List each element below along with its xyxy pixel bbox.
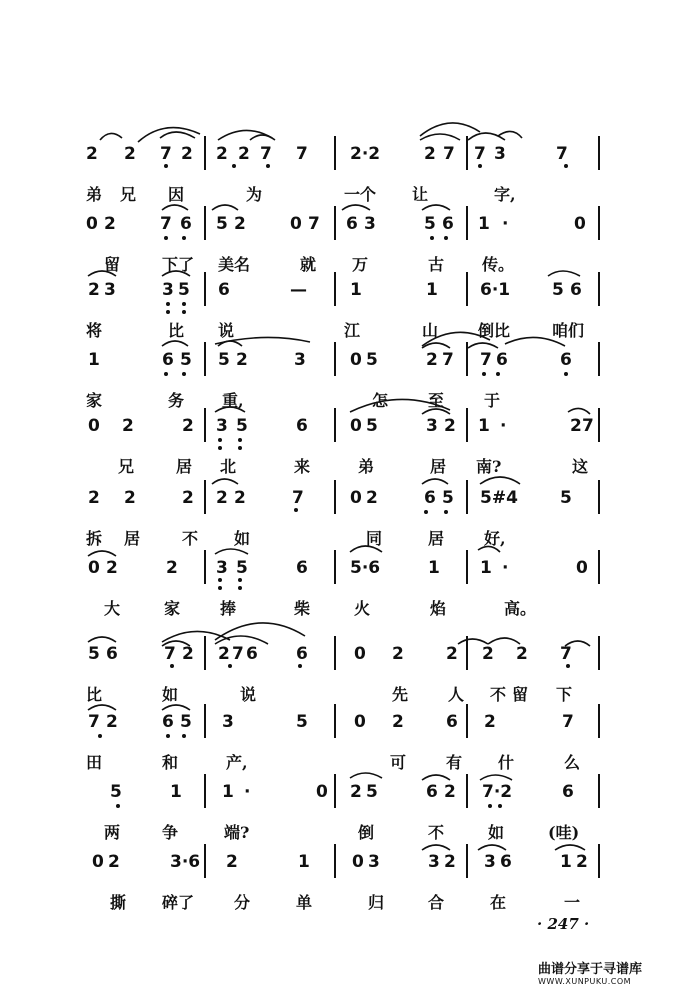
note: 6 (570, 280, 582, 300)
bar-line (466, 408, 468, 442)
note: 7 (562, 712, 574, 732)
note: 7 (260, 144, 272, 164)
bar-line (334, 774, 336, 808)
note: 1 (222, 782, 234, 802)
notes-line (0, 644, 680, 684)
lyric: 人 (448, 685, 465, 704)
score-row-7 (0, 558, 680, 618)
lyric: 传。 (482, 255, 515, 274)
lyrics-line (0, 682, 680, 706)
bar-line (598, 636, 600, 670)
note: 1 (428, 558, 440, 578)
note: 6 (346, 214, 358, 234)
note: 2 (216, 144, 228, 164)
note: 6 (496, 350, 508, 370)
note: 5 (236, 416, 248, 436)
bar-line (334, 272, 336, 306)
bar-line (334, 704, 336, 738)
note: 3 (364, 214, 376, 234)
note: 1 (426, 280, 438, 300)
lyric: 南? (476, 457, 502, 476)
score-row-5 (0, 416, 680, 476)
note: 2 (181, 144, 193, 164)
bar-line (204, 136, 206, 170)
lyric: 分 (234, 893, 251, 912)
note: 2 (446, 644, 458, 664)
lyrics-line (0, 318, 680, 342)
note: 7 (474, 144, 486, 164)
note: 2 (576, 852, 588, 872)
lyric: 单 (296, 893, 313, 912)
note: 0 (88, 558, 100, 578)
bar-line (204, 408, 206, 442)
score-row-6 (0, 488, 680, 548)
note: · (502, 214, 509, 234)
watermark-footer (538, 958, 642, 986)
note: 5·6 (350, 558, 381, 578)
bar-line (334, 136, 336, 170)
bar-line (204, 844, 206, 878)
note: 5 (366, 782, 378, 802)
notes-line (0, 214, 680, 254)
note: 5 (178, 280, 190, 300)
bar-line (598, 844, 600, 878)
note: 1 (478, 416, 490, 436)
lyric: 至 (428, 391, 445, 410)
note: 0 (352, 852, 364, 872)
note: 7 (582, 416, 594, 436)
lyric: 怎 (372, 391, 389, 410)
bar-line (204, 636, 206, 670)
lyric: 先 (392, 685, 409, 704)
note: 2 (444, 782, 456, 802)
lyric: 如 (488, 823, 505, 842)
lyric: 如 (162, 685, 179, 704)
notes-line (0, 558, 680, 598)
bar-line (598, 272, 600, 306)
lyric: 万 (352, 255, 369, 274)
bar-line (466, 636, 468, 670)
lyric: 字, (494, 185, 516, 204)
notes-line (0, 782, 680, 822)
note: · (502, 558, 509, 578)
lyric: 下了 (162, 255, 195, 274)
note: 2 (392, 644, 404, 664)
note: 3 (368, 852, 380, 872)
note: 5 (366, 350, 378, 370)
note: 5 (552, 280, 564, 300)
bar-line (466, 342, 468, 376)
note: 7 (480, 350, 492, 370)
note: 2 (424, 144, 436, 164)
lyric: 居 (124, 529, 141, 548)
page-number: · 247 · (537, 915, 590, 933)
note: 6 (296, 558, 308, 578)
note: 1 (478, 214, 490, 234)
lyric: 拆 (86, 529, 103, 548)
lyrics-line (0, 596, 680, 620)
lyrics-line (0, 750, 680, 774)
lyric: 兄 (120, 185, 137, 204)
lyric: 产, (226, 753, 248, 772)
note: 6 (162, 350, 174, 370)
note: 7 (232, 644, 244, 664)
note: 5 (180, 712, 192, 732)
bar-line (204, 342, 206, 376)
notes-line (0, 144, 680, 184)
note: 5 (236, 558, 248, 578)
score-row-3 (0, 280, 680, 340)
lyric: 同 (366, 529, 383, 548)
lyric: 北 (220, 457, 237, 476)
note: 5 (560, 488, 572, 508)
note: 0 (290, 214, 302, 234)
bar-line (466, 550, 468, 584)
note: 5 (88, 644, 100, 664)
note: 2 (234, 488, 246, 508)
lyric: 和 (162, 753, 179, 772)
lyric: 古 (428, 255, 445, 274)
bar-line (598, 206, 600, 240)
footer-title: 曲谱分享于寻谱库 (538, 962, 643, 977)
note: 5 (366, 416, 378, 436)
note: 2 (182, 416, 194, 436)
lyric: 焰 (430, 599, 447, 618)
lyric: 让 (412, 185, 429, 204)
lyric: 么 (564, 753, 581, 772)
note: — (290, 280, 307, 300)
lyric: 重, (222, 391, 244, 410)
note: 2 (106, 712, 118, 732)
lyrics-line (0, 526, 680, 550)
note: 2 (226, 852, 238, 872)
bar-line (334, 408, 336, 442)
note: 2 (484, 712, 496, 732)
note: 3 (426, 416, 438, 436)
note: 2 (88, 488, 100, 508)
note: 7 (560, 644, 572, 664)
bar-line (334, 480, 336, 514)
note: 5 (424, 214, 436, 234)
note: 2 (444, 416, 456, 436)
lyric: 火 (354, 599, 371, 618)
bar-line (598, 550, 600, 584)
bar-line (466, 480, 468, 514)
note: · (500, 416, 507, 436)
lyric: 柴 (294, 599, 311, 618)
lyric: 端? (224, 823, 250, 842)
lyric: 为 (246, 185, 263, 204)
note: 7 (160, 214, 172, 234)
note: 2·2 (350, 144, 381, 164)
note: 2 (124, 488, 136, 508)
lyric: 来 (294, 457, 311, 476)
note: 2 (444, 852, 456, 872)
score-row-2 (0, 214, 680, 274)
lyric: 于 (484, 391, 501, 410)
note: 2 (482, 644, 494, 664)
note: 0 (350, 350, 362, 370)
lyric: 弟 (86, 185, 103, 204)
note: 7 (308, 214, 320, 234)
note: 3 (162, 280, 174, 300)
lyric: 一个 (344, 185, 377, 204)
note: 7 (164, 644, 176, 664)
lyric: 归 (368, 893, 385, 912)
notes-line (0, 488, 680, 528)
bar-line (466, 136, 468, 170)
note: 5 (216, 214, 228, 234)
lyric: 碎了 (162, 893, 195, 912)
note: 3 (484, 852, 496, 872)
note: 0 (86, 214, 98, 234)
lyric: 留 (104, 255, 121, 274)
lyric: 撕 (110, 893, 127, 912)
bar-line (598, 136, 600, 170)
note: 1 (298, 852, 310, 872)
note: 6 (426, 782, 438, 802)
lyric: 不 (428, 823, 445, 842)
lyrics-line (0, 454, 680, 478)
note: 7 (88, 712, 100, 732)
score-row-8 (0, 644, 680, 704)
lyric: 倒 (358, 823, 375, 842)
bar-line (598, 408, 600, 442)
score-row-10 (0, 782, 680, 842)
bar-line (598, 342, 600, 376)
bar-line (598, 480, 600, 514)
lyric: 兄 (118, 457, 135, 476)
note: 0 (350, 488, 362, 508)
note: 2 (182, 644, 194, 664)
note: 1 (560, 852, 572, 872)
note: 1 (480, 558, 492, 578)
note: 2 (182, 488, 194, 508)
bar-line (204, 480, 206, 514)
score-row-4 (0, 350, 680, 410)
note: 6 (162, 712, 174, 732)
note: 2 (124, 144, 136, 164)
lyric: 江 (344, 321, 361, 340)
lyric: 倒比 (478, 321, 511, 340)
note: 5 (180, 350, 192, 370)
lyric: 大 (104, 599, 121, 618)
bar-line (334, 844, 336, 878)
lyric: 不 (490, 685, 507, 704)
note: 2 (366, 488, 378, 508)
note: 2 (108, 852, 120, 872)
note: 2 (392, 712, 404, 732)
note: 0 (354, 712, 366, 732)
note: 0 (88, 416, 100, 436)
lyrics-line (0, 890, 680, 914)
lyrics-line (0, 252, 680, 276)
note: 2 (426, 350, 438, 370)
bar-line (466, 206, 468, 240)
score-row-11 (0, 852, 680, 912)
note: 2 (122, 416, 134, 436)
note: · (244, 782, 251, 802)
notes-line (0, 416, 680, 456)
note: 3 (222, 712, 234, 732)
bar-line (334, 342, 336, 376)
lyric: 居 (428, 529, 445, 548)
note: 3 (216, 416, 228, 436)
note: 2 (350, 782, 362, 802)
lyric: 一 (564, 893, 581, 912)
lyric: 两 (104, 823, 121, 842)
note: 6 (246, 644, 258, 664)
bar-line (204, 272, 206, 306)
note: 5 (218, 350, 230, 370)
bar-line (204, 550, 206, 584)
lyric: 好, (484, 529, 506, 548)
lyric: 说 (218, 321, 235, 340)
note: 6 (296, 644, 308, 664)
notes-line (0, 350, 680, 390)
note: 6 (180, 214, 192, 234)
bar-line (466, 844, 468, 878)
note: 3 (428, 852, 440, 872)
notes-line (0, 280, 680, 320)
note: 6 (560, 350, 572, 370)
lyric: 留 (512, 685, 529, 704)
note: 2 (104, 214, 116, 234)
lyric: 高。 (504, 599, 537, 618)
lyric: 居 (176, 457, 193, 476)
note: 3 (494, 144, 506, 164)
note: 0 (354, 644, 366, 664)
notes-line (0, 712, 680, 752)
note: 6 (296, 416, 308, 436)
bar-line (204, 206, 206, 240)
bar-line (466, 272, 468, 306)
lyric: 有 (446, 753, 463, 772)
note: 5 (442, 488, 454, 508)
note: 7 (296, 144, 308, 164)
note: 6·1 (480, 280, 511, 300)
bar-line (334, 550, 336, 584)
bar-line (334, 636, 336, 670)
bar-line (466, 774, 468, 808)
note: 6 (424, 488, 436, 508)
lyric: 可 (390, 753, 407, 772)
lyric: 将 (86, 321, 103, 340)
lyric: 田 (86, 753, 103, 772)
lyric: 这 (572, 457, 589, 476)
lyric: 咱们 (552, 321, 585, 340)
note: 5 (110, 782, 122, 802)
note: 6 (562, 782, 574, 802)
note: 7 (292, 488, 304, 508)
lyric: 因 (168, 185, 185, 204)
lyric: 说 (240, 685, 257, 704)
lyric: 在 (490, 893, 507, 912)
note: 0 (350, 416, 362, 436)
notes-line (0, 852, 680, 892)
lyric: 下 (556, 685, 573, 704)
note: 7·2 (482, 782, 513, 802)
note: 6 (500, 852, 512, 872)
lyric: 家 (86, 391, 103, 410)
lyric: 如 (234, 529, 251, 548)
note: 2 (238, 144, 250, 164)
note: 2 (216, 488, 228, 508)
note: 2 (218, 644, 230, 664)
note: 1 (350, 280, 362, 300)
bar-line (204, 774, 206, 808)
lyric: 争 (162, 823, 179, 842)
bar-line (334, 206, 336, 240)
lyrics-line (0, 182, 680, 206)
note: 7 (443, 144, 455, 164)
lyrics-line (0, 388, 680, 412)
note: 2 (236, 350, 248, 370)
note: 0 (574, 214, 586, 234)
note: 6 (446, 712, 458, 732)
bar-line (204, 704, 206, 738)
lyric: 就 (300, 255, 317, 274)
lyric: 不 (182, 529, 199, 548)
footer-url: WWW.XUNPUKU.COM (538, 977, 632, 986)
note: 5 (296, 712, 308, 732)
bar-line (598, 704, 600, 738)
note: 6 (106, 644, 118, 664)
lyric: 山 (422, 321, 439, 340)
note: 0 (576, 558, 588, 578)
lyric: (哇) (548, 823, 580, 842)
note: 2 (516, 644, 528, 664)
note: 2 (88, 280, 100, 300)
note: 6 (218, 280, 230, 300)
note: 0 (316, 782, 328, 802)
lyric: 捧 (220, 599, 237, 618)
note: 2 (86, 144, 98, 164)
note: 2 (570, 416, 582, 436)
score-row-1 (0, 144, 680, 204)
note: 7 (442, 350, 454, 370)
note: 2 (106, 558, 118, 578)
lyric: 什 (498, 753, 515, 772)
note: 1 (170, 782, 182, 802)
note: 5#4 (480, 488, 518, 508)
lyric: 合 (428, 893, 445, 912)
lyric: 家 (164, 599, 181, 618)
lyric: 美名 (218, 255, 251, 274)
note: 7 (556, 144, 568, 164)
lyric: 比 (168, 321, 185, 340)
note: 0 (92, 852, 104, 872)
lyric: 弟 (358, 457, 375, 476)
lyric: 务 (168, 391, 185, 410)
lyric: 居 (430, 457, 447, 476)
note: 2 (234, 214, 246, 234)
note: 6 (442, 214, 454, 234)
note: 3 (104, 280, 116, 300)
note: 1 (88, 350, 100, 370)
bar-line (598, 774, 600, 808)
bar-line (466, 704, 468, 738)
lyrics-line (0, 820, 680, 844)
note: 3 (294, 350, 306, 370)
score-row-9 (0, 712, 680, 772)
lyric: 比 (86, 685, 103, 704)
note: 2 (166, 558, 178, 578)
note: 3·6 (170, 852, 201, 872)
note: 3 (216, 558, 228, 578)
note: 7 (160, 144, 172, 164)
